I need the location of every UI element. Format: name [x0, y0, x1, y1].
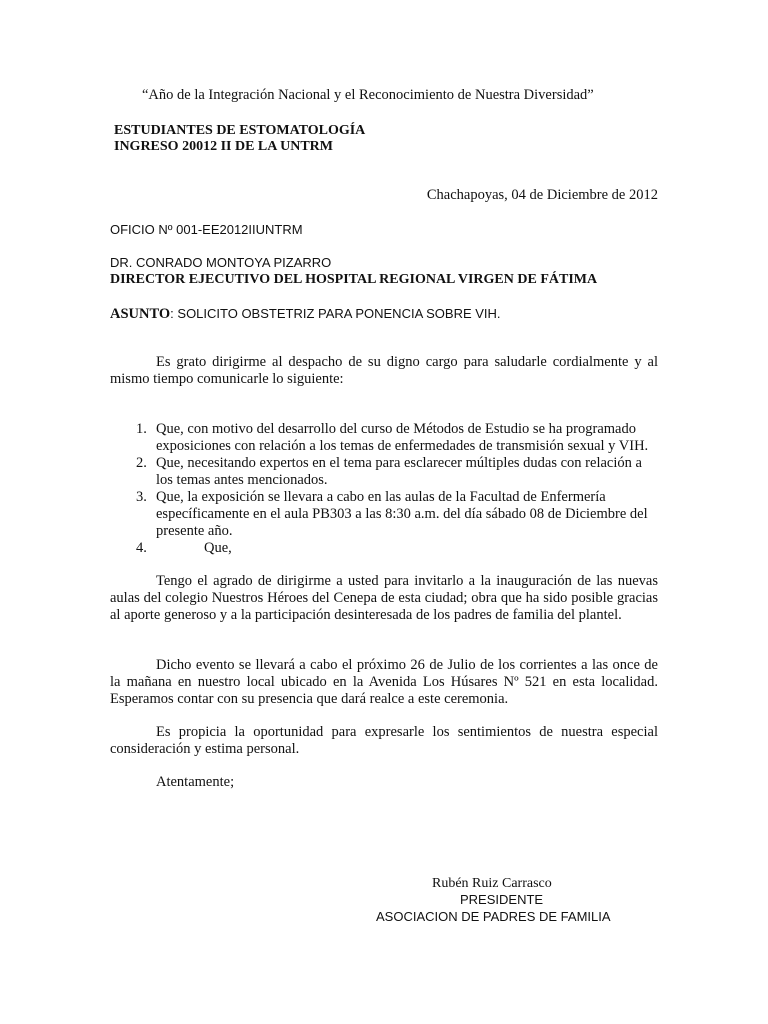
- list-item: [110, 455, 658, 489]
- subject-text: : SOLICITO OBSTETRIZ PARA PONENCIA SOBRE VIH.: [170, 306, 501, 321]
- list-item: [110, 489, 658, 540]
- signer-role: PRESIDENTE: [460, 892, 544, 907]
- list-item-number: 2.: [136, 455, 147, 471]
- intro-paragraph: Es grato dirigirme al despacho de su digno cargo para saludarle cordialmente y al mismo tiempo comunicarle lo siguiente:: [110, 354, 658, 387]
- subject-label: ASUNTO: [110, 306, 171, 322]
- event-paragraph: Dicho evento se llevará a cabo el próximo 26 de Julio de los corrientes a las once de la mañana en nuestro local ubicado en la Avenida Los Húsares Nº 521 en esta localidad. Esperamos contar con su presencia que dará realce a este ceremonia.: [110, 657, 658, 707]
- list-item: [110, 540, 658, 557]
- signer-name: Rubén Ruiz Carrasco: [432, 876, 552, 891]
- signer-organization: ASOCIACION DE PADRES DE FAMILIA: [376, 909, 611, 924]
- letter-date: Chachapoyas, 04 de Diciembre de 2012: [426, 187, 658, 203]
- list-item: [110, 421, 658, 455]
- subject-line: [110, 305, 501, 323]
- list-item-text: Que, con motivo del desarrollo del curso de Métodos de Estudio se ha programado exposiciones con relación a los temas de enfermedades de transmisión sexual y VIH.: [156, 421, 649, 454]
- year-motto: “Año de la Integración Nacional y el Reconocimiento de Nuestra Diversidad”: [142, 87, 594, 103]
- sender-line-1: ESTUDIANTES DE ESTOMATOLOGÍA: [114, 123, 366, 138]
- list-item-text: Que,: [204, 540, 232, 556]
- invitation-paragraph: Tengo el agrado de dirigirme a usted para invitarlo a la inauguración de las nuevas aulas del colegio Nuestros Héroes del Cenepa de esta ciudad; obra que ha sido posible gracias al aporte generoso y a la participación desinteresada de los padres de familia del plantel.: [110, 573, 658, 623]
- points-list: [110, 421, 658, 557]
- list-item-number: 1.: [136, 421, 147, 437]
- list-item-number: 3.: [136, 489, 147, 505]
- list-item-number: 4.: [136, 540, 147, 556]
- oficio-number: OFICIO Nº 001-EE2012IIUNTRM: [110, 222, 303, 237]
- list-item-text: Que, la exposición se llevara a cabo en las aulas de la Facultad de Enfermería específicamente en el aula PB303 a las 8:30 a.m. del día sábado 08 de Diciembre del presente año.: [156, 489, 648, 539]
- sender-line-2: INGRESO 20012 II DE LA UNTRM: [114, 139, 333, 154]
- list-item-text: Que, necesitando expertos en el tema para esclarecer múltiples dudas con relación a los temas antes mencionados.: [156, 455, 642, 488]
- addressee-title: DIRECTOR EJECUTIVO DEL HOSPITAL REGIONAL VIRGEN DE FÁTIMA: [110, 272, 598, 287]
- regards-paragraph: Es propicia la oportunidad para expresarle los sentimientos de nuestra especial consideración y estima personal.: [110, 724, 658, 757]
- addressee-name: DR. CONRADO MONTOYA PIZARRO: [110, 255, 332, 270]
- closing-salutation: Atentamente;: [156, 774, 235, 790]
